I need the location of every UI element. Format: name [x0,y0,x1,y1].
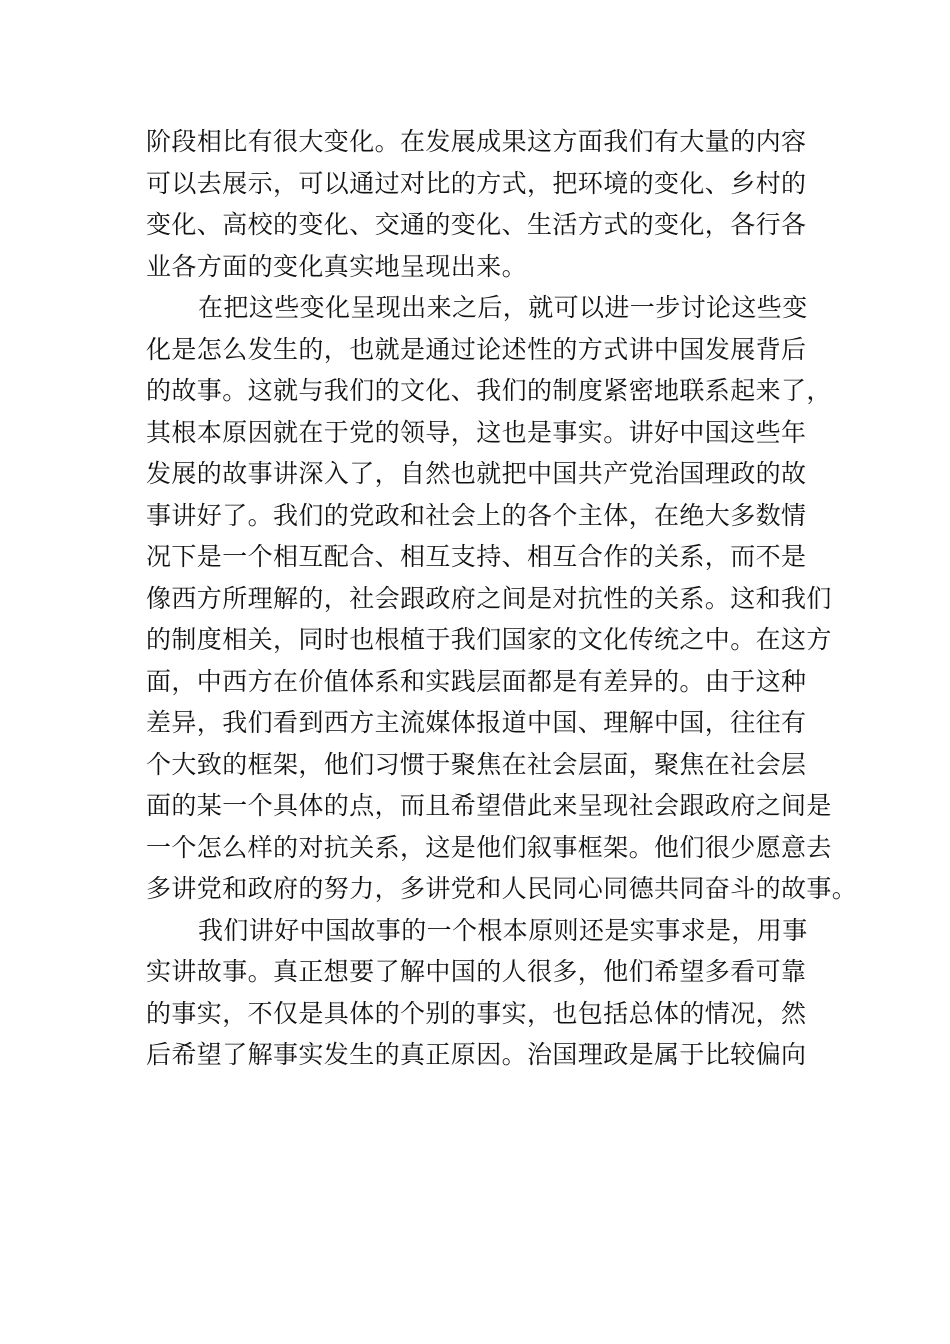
body-text [146,121,858,1076]
text-line: 多讲党和政府的努力，多讲党和人民同心同德共同奋斗的故事。 [146,874,858,903]
text-line: 像西方所理解的，社会跟政府之间是对抗性的关系。这和我们 [146,583,832,613]
text-line: 化是怎么发生的，也就是通过论述性的方式讲中国发展背后 [146,334,807,364]
text-line: 面的某一个具体的点，而且希望借此来呈现社会跟政府之间是 [146,791,832,820]
text-line: 的故事。这就与我们的文化、我们的制度紧密地联系起来了， [146,376,832,405]
text-line: 的事实，不仅是具体的个别的事实，也包括总体的情况，然 [146,998,807,1028]
text-line: 可以去展示，可以通过对比的方式，把环境的变化、乡村的 [146,168,807,198]
text-line: 况下是一个相互配合、相互支持、相互合作的关系，而不是 [146,542,807,571]
text-line: 事讲好了。我们的党政和社会上的各个主体，在绝大多数情 [146,500,807,530]
paragraph-first-line: 我们讲好中国故事的一个根本原则还是实事求是，用事 [198,915,808,945]
text-line: 面，中西方在价值体系和实践层面都是有差异的。由于这种 [146,666,807,696]
text-line: 一个怎么样的对抗关系，这是他们叙事框架。他们很少愿意去 [146,832,832,862]
text-line: 发展的故事讲深入了，自然也就把中国共产党治国理政的故 [146,459,807,488]
text-line: 业各方面的变化真实地呈现出来。 [146,251,528,281]
text-line: 阶段相比有很大变化。在发展成果这方面我们有大量的内容 [146,127,807,156]
text-line: 差异，我们看到西方主流媒体报道中国、理解中国，往往有 [146,708,807,737]
text-line: 实讲故事。真正想要了解中国的人很多，他们希望多看可靠 [146,957,807,986]
text-line: 的制度相关，同时也根植于我们国家的文化传统之中。在这方 [146,625,832,654]
text-line: 个大致的框架，他们习惯于聚焦在社会层面，聚焦在社会层 [146,749,807,779]
paragraph-first-line: 在把这些变化呈现出来之后，就可以进一步讨论这些变 [198,293,808,322]
text-line: 其根本原因就在于党的领导，这也是事实。讲好中国这些年 [146,417,807,447]
text-line: 变化、高校的变化、交通的变化、生活方式的变化，各行各 [146,210,807,239]
text-line: 后希望了解事实发生的真正原因。治国理政是属于比较偏向 [146,1040,807,1069]
